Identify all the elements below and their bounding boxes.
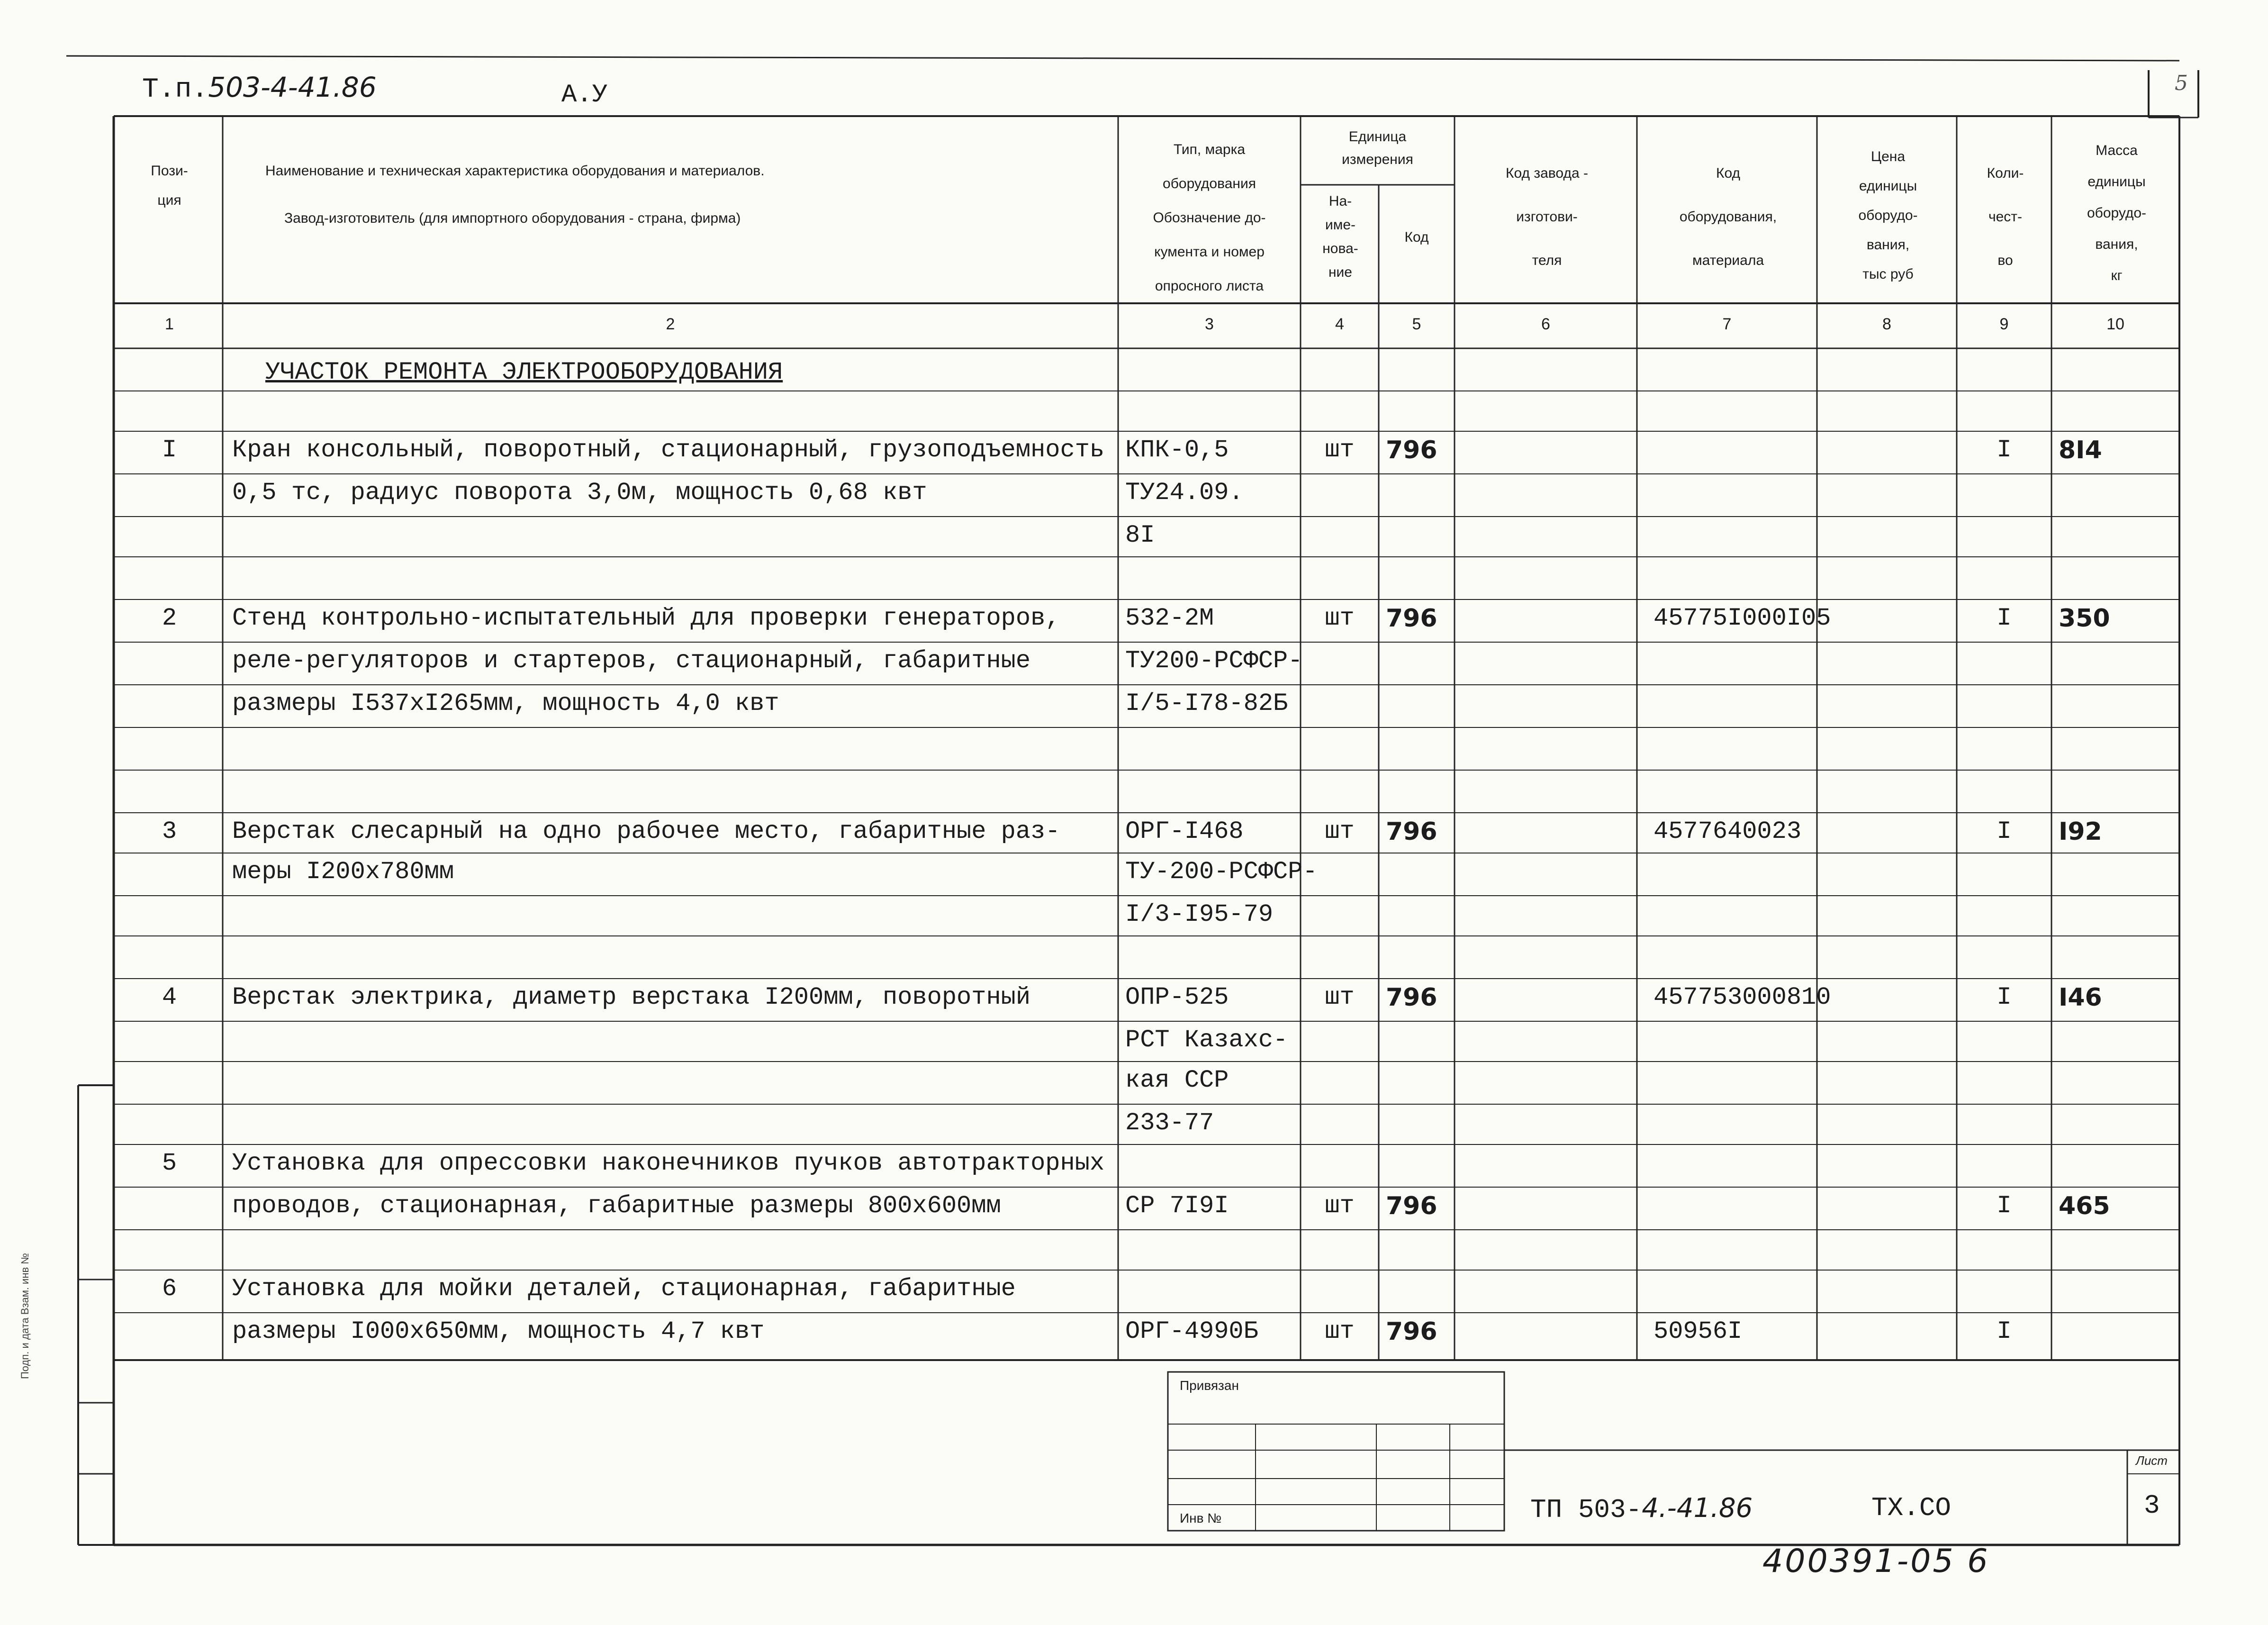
- header-unit-code: Код: [1404, 229, 1429, 245]
- cell-type: 532-2М: [1125, 604, 1214, 632]
- inventory-label: Инв №: [1180, 1511, 1222, 1525]
- header-mass: Масса единицы оборудо- вания, кг: [2087, 143, 2147, 283]
- cell-type: 8I: [1125, 521, 1155, 549]
- document-code: [142, 71, 377, 105]
- cell-pos: 5: [162, 1149, 177, 1177]
- sheet-number: 3: [2144, 1490, 2160, 1521]
- header-price: Цена единицы оборудо- вания, тыс руб: [1858, 149, 1918, 282]
- cell-type: ТУ200-РСФСР-: [1125, 647, 1303, 675]
- cell-text: Установка для опрессовки наконечников пучков автотракторных: [232, 1149, 1105, 1177]
- cell-text: Стенд контрольно-испытательный для проверки генераторов,: [232, 604, 1060, 632]
- cell-qty: I: [1997, 983, 2012, 1011]
- cell-ucode: 796: [1386, 983, 1437, 1012]
- header-type: Тип, марка оборудования Обозначение до- кумента и номер опросного листа: [1153, 142, 1266, 294]
- sheet-label: Лист: [2136, 1453, 2168, 1468]
- cell-qty: I: [1997, 1192, 2012, 1220]
- cell-type: ТУ-200-РСФСР-: [1125, 858, 1318, 886]
- cell-unit: шт: [1325, 1192, 1355, 1220]
- header-position: Пози- ция: [151, 163, 188, 208]
- col-number: 8: [1882, 315, 1891, 333]
- cell-ucode: 796: [1386, 604, 1437, 633]
- cell-type: СР 7I9I: [1125, 1192, 1229, 1220]
- header-name: Наименование и техническая характеристика оборудования и материалов.: [265, 163, 765, 179]
- cell-code: 457753000810: [1654, 983, 1831, 1011]
- cell-ucode: 796: [1386, 1192, 1437, 1220]
- header-manufacturer-code: Код завода - изготови- теля: [1506, 165, 1588, 268]
- document-code-number: 503-4-41.86: [208, 71, 377, 103]
- cell-text: Верстак электрика, диаметр верстака I200мм, поворотный: [232, 983, 1031, 1011]
- cell-text: Кран консольный, поворотный, стационарный, грузоподъемность: [232, 436, 1105, 464]
- col-number: 1: [165, 315, 174, 333]
- header-manufacturer: Завод-изготовитель (для импортного оборудования - страна, фирма): [284, 210, 741, 226]
- cell-pos: I: [162, 436, 177, 464]
- cell-mass: 8I4: [2059, 436, 2102, 464]
- archive-number: 400391-05 6: [1762, 1543, 1990, 1580]
- document-code-prefix: Т.п.: [142, 74, 208, 105]
- cell-text: размеры I537хI265мм, мощность 4,0 квт: [232, 690, 779, 717]
- title-block-number: 4.-41.86: [1642, 1493, 1753, 1524]
- cell-mass: 350: [2059, 604, 2110, 633]
- col-number: 7: [1722, 315, 1732, 333]
- privyazan-label: Привязан: [1180, 1378, 1239, 1393]
- cell-qty: I: [1997, 436, 2012, 464]
- cell-text: 0,5 тс, радиус поворота 3,0м, мощность 0,68 квт: [232, 479, 927, 507]
- cell-type: ОРГ-4990Б: [1125, 1317, 1258, 1345]
- col-number: 6: [1541, 315, 1550, 333]
- cell-code: 4577640023: [1654, 817, 1802, 845]
- cell-pos: 3: [162, 817, 177, 845]
- title-block-code: [1530, 1493, 1753, 1525]
- cell-unit: шт: [1325, 604, 1355, 632]
- cell-type: кая ССР: [1125, 1066, 1229, 1094]
- col-number: 3: [1205, 315, 1214, 333]
- cell-text: Установка для мойки деталей, стационарная, габаритные: [232, 1275, 1016, 1303]
- section-title: УЧАСТОК РЕМОНТА ЭЛЕКТРООБОРУДОВАНИЯ: [265, 358, 783, 386]
- cell-pos: 4: [162, 983, 177, 1011]
- cell-text: размеры I000х650мм, мощность 4,7 квт: [232, 1317, 765, 1345]
- cell-type: ТУ24.09.: [1125, 479, 1244, 507]
- cell-qty: I: [1997, 817, 2012, 845]
- cell-mass: I92: [2059, 817, 2102, 846]
- cell-type: КПК-0,5: [1125, 436, 1229, 464]
- cell-mass: 465: [2059, 1192, 2110, 1220]
- header-quantity: Коли- чест- во: [1987, 165, 2024, 268]
- header-equipment-code: Код оборудования, материала: [1679, 165, 1777, 268]
- cell-type: 233-77: [1125, 1109, 1214, 1137]
- cell-type: ОПР-525: [1125, 983, 1229, 1011]
- cell-ucode: 796: [1386, 1317, 1437, 1346]
- cell-qty: I: [1997, 604, 2012, 632]
- cell-mass: I46: [2059, 983, 2102, 1012]
- col-number: 5: [1412, 315, 1421, 333]
- cell-type: I/3-I95-79: [1125, 900, 1274, 928]
- col-number: 9: [1999, 315, 2009, 333]
- cell-ucode: 796: [1386, 436, 1437, 464]
- cell-code: 50956I: [1654, 1317, 1743, 1345]
- cell-type: I/5-I78-82Б: [1125, 690, 1288, 717]
- cell-unit: шт: [1325, 817, 1355, 845]
- cell-pos: 2: [162, 604, 177, 632]
- cell-type: РСТ Казахс-: [1125, 1026, 1288, 1054]
- cell-type: ОРГ-I468: [1125, 817, 1244, 845]
- side-stamp-label: Подп. и дата Взам. инв №: [19, 1253, 31, 1379]
- cell-pos: 6: [162, 1275, 177, 1303]
- cell-qty: I: [1997, 1317, 2012, 1345]
- title-block-prefix: ТП 503-: [1530, 1495, 1642, 1525]
- col-number: 4: [1335, 315, 1344, 333]
- cell-unit: шт: [1325, 983, 1355, 1011]
- cell-text: проводов, стационарная, габаритные размеры 800х600мм: [232, 1192, 1001, 1220]
- header-unit: Единица измерения: [1342, 129, 1413, 167]
- col-number: 10: [2106, 315, 2124, 333]
- page-number: 5: [2175, 71, 2188, 95]
- cell-unit: шт: [1325, 1317, 1355, 1345]
- cell-code: 45775I000I05: [1654, 604, 1831, 632]
- cell-text: меры I200х780мм: [232, 858, 454, 886]
- col-number: 2: [666, 315, 675, 333]
- cell-text: Верстак слесарный на одно рабочее место, габаритные раз-: [232, 817, 1060, 845]
- header-unit-name: На- име- нова- ние: [1322, 193, 1358, 280]
- cell-ucode: 796: [1386, 817, 1437, 846]
- cell-unit: шт: [1325, 436, 1355, 464]
- cell-text: реле-регуляторов и стартеров, стационарный, габаритные: [232, 647, 1031, 675]
- section-mark: А.У: [561, 81, 608, 109]
- sheet-code: ТХ.СО: [1871, 1493, 1952, 1523]
